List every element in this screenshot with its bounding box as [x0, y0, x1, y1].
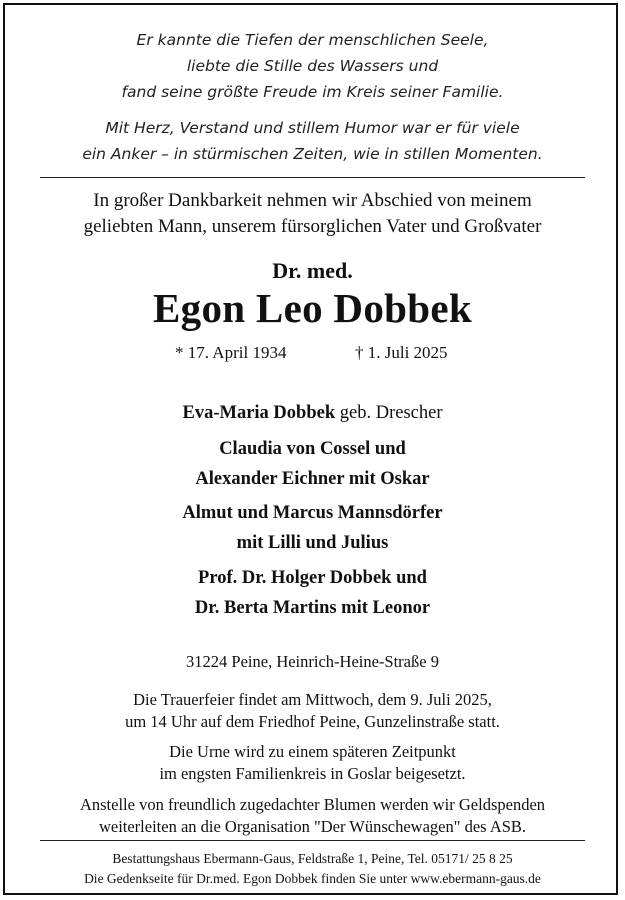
mourner-line: mit Lilli und Julius — [236, 533, 389, 553]
footer-line: Die Gedenkseite für Dr.med. Egon Dobbek finden Sie unter www.ebermann-gaus.de — [84, 871, 541, 886]
divider-line — [40, 177, 585, 178]
mourner-line: Prof. Dr. Holger Dobbek und — [198, 568, 427, 588]
poem-stanza-2 — [0, 115, 625, 167]
poem-line: ein Anker – in stürmischen Zeiten, wie in stillen Momenten. — [82, 145, 543, 163]
ceremony-line: um 14 Uhr auf dem Friedhof Peine, Gunzelinstraße statt. — [125, 712, 500, 731]
deceased-name: Egon Leo Dobbek — [153, 285, 472, 331]
address-line: 31224 Peine, Heinrich-Heine-Straße 9 — [186, 652, 439, 671]
poem-line: liebte die Stille des Wassers und — [186, 57, 439, 75]
divider-line — [40, 840, 585, 841]
footer-line: Bestattungshaus Ebermann-Gaus, Feldstraße 1, Peine, Tel. 05171/ 25 8 25 — [112, 851, 513, 866]
academic-title: Dr. med. — [272, 258, 353, 283]
intro-text — [0, 188, 625, 240]
intro-line: geliebten Mann, unserem fürsorglichen Vater und Großvater — [83, 216, 542, 237]
address — [0, 651, 625, 673]
urn-line: Die Urne wird zu einem späteren Zeitpunkt — [169, 742, 456, 761]
ceremony-info — [0, 689, 625, 733]
donation-line: Anstelle von freundlich zugedachter Blumen werden wir Geldspenden — [79, 795, 546, 814]
mourner-group-1 — [0, 434, 625, 494]
mourner-line: Claudia von Cossel und — [219, 439, 406, 459]
intro-line: In großer Dankbarkeit nehmen wir Abschied von meinem — [93, 190, 532, 211]
ceremony-line: Die Trauerfeier findet am Mittwoch, dem 9. Juli 2025, — [133, 690, 492, 709]
poem-line: Mit Herz, Verstand und stillem Humor war er für viele — [105, 119, 520, 137]
urn-line: im engsten Familienkreis in Goslar beigesetzt. — [159, 764, 466, 783]
poem-line: fand seine größte Freude im Kreis seiner Familie. — [121, 83, 504, 101]
spouse-maiden-name: geb. Drescher — [339, 403, 443, 423]
mourner-group-3 — [0, 563, 625, 623]
poem-line: Er kannte die Tiefen der menschlichen Seele, — [136, 31, 489, 49]
funeral-home-footer — [0, 849, 625, 889]
spouse-name: Eva-Maria Dobbek — [182, 403, 336, 423]
mourner-line: Almut und Marcus Mannsdörfer — [182, 503, 443, 523]
urn-info — [0, 741, 625, 785]
mourner-line: Dr. Berta Martins mit Leonor — [194, 598, 431, 618]
donation-info — [0, 794, 625, 838]
mourner-line: Alexander Eichner mit Oskar — [195, 469, 430, 489]
mourner-spouse — [0, 398, 625, 428]
birth-date: * 17. April 1934 — [175, 343, 287, 362]
poem-stanza-1 — [0, 27, 625, 105]
mourner-group-2 — [0, 498, 625, 558]
donation-line: weiterleiten an die Organisation "Der Wünschewagen" des ASB. — [98, 817, 527, 836]
death-date: † 1. Juli 2025 — [355, 343, 448, 362]
